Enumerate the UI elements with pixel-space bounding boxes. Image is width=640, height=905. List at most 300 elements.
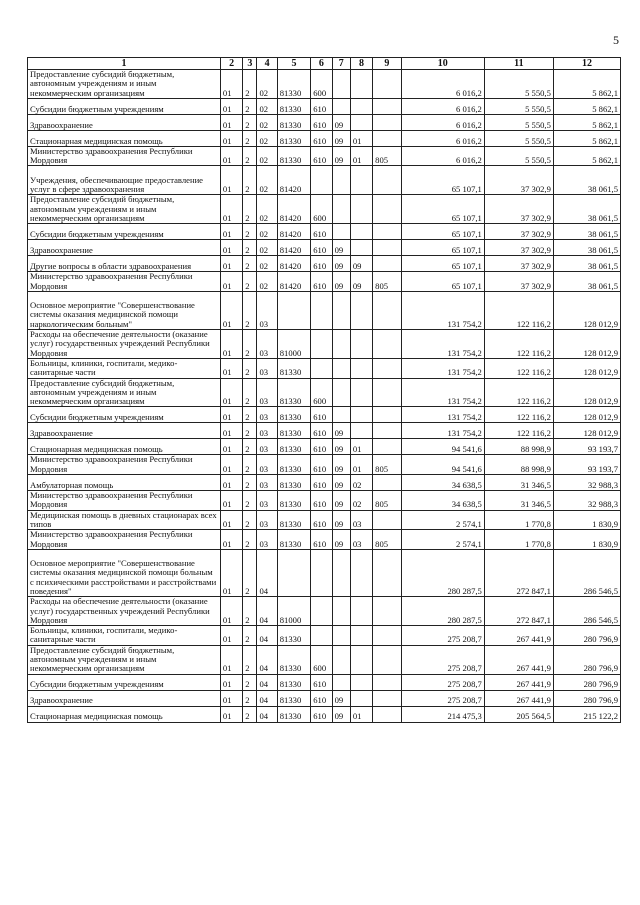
amount-cell: 280 287,5 xyxy=(401,549,484,597)
table-row xyxy=(28,690,621,706)
amount-cell: 275 208,7 xyxy=(401,690,484,706)
table-row xyxy=(28,706,621,722)
code-cell: 01 xyxy=(220,130,242,146)
row-label: Министерство здравоохранения Республики Мордовия xyxy=(28,530,221,550)
code-cell: 2 xyxy=(243,240,257,256)
code-cell: 2 xyxy=(243,224,257,240)
table-body xyxy=(28,70,621,723)
amount-cell: 37 302,9 xyxy=(484,166,553,195)
code-cell: 03 xyxy=(257,455,277,475)
amount-cell: 94 541,6 xyxy=(401,439,484,455)
amount-cell: 2 574,1 xyxy=(401,530,484,550)
code-cell xyxy=(350,291,372,329)
amount-cell: 128 012,9 xyxy=(553,358,620,378)
code-cell: 01 xyxy=(220,114,242,130)
table-row xyxy=(28,330,621,359)
code-cell: 01 xyxy=(220,256,242,272)
table-row xyxy=(28,240,621,256)
code-cell: 01 xyxy=(220,407,242,423)
table-row xyxy=(28,674,621,690)
code-cell: 02 xyxy=(350,491,372,511)
code-cell: 02 xyxy=(257,256,277,272)
code-cell: 01 xyxy=(220,224,242,240)
table-row xyxy=(28,224,621,240)
table-row xyxy=(28,491,621,511)
code-cell xyxy=(332,626,350,646)
code-cell xyxy=(350,224,372,240)
code-cell: 01 xyxy=(220,674,242,690)
amount-cell: 65 107,1 xyxy=(401,195,484,224)
amount-cell: 267 441,9 xyxy=(484,674,553,690)
amount-cell: 65 107,1 xyxy=(401,240,484,256)
row-label: Министерство здравоохранения Республики Мордовия xyxy=(28,455,221,475)
code-cell xyxy=(332,291,350,329)
code-cell: 01 xyxy=(220,549,242,597)
code-cell xyxy=(332,407,350,423)
code-cell: 610 xyxy=(311,706,332,722)
table-row xyxy=(28,272,621,292)
amount-cell: 1 770,8 xyxy=(484,530,553,550)
code-cell: 01 xyxy=(220,626,242,646)
code-cell xyxy=(311,626,332,646)
amount-cell: 38 061,5 xyxy=(553,224,620,240)
column-header: 5 xyxy=(277,58,311,70)
code-cell: 01 xyxy=(350,130,372,146)
table-row xyxy=(28,378,621,407)
code-cell: 03 xyxy=(257,358,277,378)
row-label: Больницы, клиники, госпитали, медико-санитарные части xyxy=(28,626,221,646)
code-cell: 2 xyxy=(243,407,257,423)
amount-cell: 38 061,5 xyxy=(553,240,620,256)
code-cell: 01 xyxy=(220,597,242,626)
code-cell xyxy=(373,256,401,272)
code-cell xyxy=(350,166,372,195)
code-cell: 81330 xyxy=(277,530,311,550)
row-label: Основное мероприятие "Совершенствование системы оказания медицинской помощи наркологическим больным" xyxy=(28,291,221,329)
amount-cell: 5 550,5 xyxy=(484,114,553,130)
amount-cell: 32 988,3 xyxy=(553,491,620,511)
amount-cell: 267 441,9 xyxy=(484,626,553,646)
code-cell xyxy=(350,549,372,597)
code-cell xyxy=(332,224,350,240)
code-cell: 81330 xyxy=(277,114,311,130)
code-cell xyxy=(311,597,332,626)
code-cell xyxy=(350,98,372,114)
code-cell: 81420 xyxy=(277,256,311,272)
code-cell: 04 xyxy=(257,690,277,706)
code-cell: 04 xyxy=(257,706,277,722)
code-cell: 600 xyxy=(311,645,332,674)
code-cell xyxy=(332,674,350,690)
table-row xyxy=(28,358,621,378)
code-cell: 81330 xyxy=(277,98,311,114)
code-cell: 01 xyxy=(220,98,242,114)
code-cell: 81330 xyxy=(277,439,311,455)
amount-cell: 5 862,1 xyxy=(553,146,620,166)
code-cell xyxy=(332,166,350,195)
amount-cell: 94 541,6 xyxy=(401,455,484,475)
row-label: Здравоохранение xyxy=(28,114,221,130)
row-label: Расходы на обеспечение деятельности (оказание услуг) государственных учреждений Республики Мордовия xyxy=(28,330,221,359)
amount-cell: 286 546,5 xyxy=(553,597,620,626)
row-label: Министерство здравоохранения Республики Мордовия xyxy=(28,491,221,511)
amount-cell: 88 998,9 xyxy=(484,455,553,475)
code-cell: 2 xyxy=(243,597,257,626)
code-cell: 2 xyxy=(243,358,257,378)
code-cell: 2 xyxy=(243,423,257,439)
code-cell: 09 xyxy=(332,690,350,706)
table-row xyxy=(28,166,621,195)
table-row xyxy=(28,423,621,439)
code-cell: 610 xyxy=(311,98,332,114)
column-header: 11 xyxy=(484,58,553,70)
code-cell: 03 xyxy=(257,530,277,550)
code-cell xyxy=(373,674,401,690)
code-cell xyxy=(373,423,401,439)
code-cell: 610 xyxy=(311,510,332,530)
row-label: Стационарная медицинская помощь xyxy=(28,706,221,722)
table-row xyxy=(28,407,621,423)
code-cell: 01 xyxy=(220,146,242,166)
code-cell: 09 xyxy=(332,491,350,511)
row-label: Учреждения, обеспечивающие предоставление услуг в сфере здравоохранения xyxy=(28,166,221,195)
code-cell: 81000 xyxy=(277,330,311,359)
code-cell xyxy=(350,423,372,439)
amount-cell: 128 012,9 xyxy=(553,330,620,359)
code-cell xyxy=(332,98,350,114)
table-row xyxy=(28,475,621,491)
code-cell: 81420 xyxy=(277,195,311,224)
amount-cell: 215 122,2 xyxy=(553,706,620,722)
code-cell: 02 xyxy=(257,130,277,146)
table-row xyxy=(28,146,621,166)
row-label: Здравоохранение xyxy=(28,690,221,706)
code-cell: 03 xyxy=(350,530,372,550)
code-cell: 01 xyxy=(350,146,372,166)
code-cell: 02 xyxy=(257,272,277,292)
row-label: Медицинская помощь в дневных стационарах всех типов xyxy=(28,510,221,530)
code-cell: 09 xyxy=(332,530,350,550)
table-row xyxy=(28,256,621,272)
code-cell: 01 xyxy=(220,491,242,511)
amount-cell: 32 988,3 xyxy=(553,475,620,491)
code-cell xyxy=(373,378,401,407)
amount-cell: 5 862,1 xyxy=(553,70,620,99)
table-row xyxy=(28,645,621,674)
code-cell xyxy=(311,291,332,329)
code-cell: 09 xyxy=(350,256,372,272)
code-cell: 01 xyxy=(220,439,242,455)
code-cell: 2 xyxy=(243,378,257,407)
table-header-row xyxy=(28,58,621,70)
row-label: Субсидии бюджетным учреждениям xyxy=(28,674,221,690)
amount-cell: 131 754,2 xyxy=(401,291,484,329)
amount-cell: 37 302,9 xyxy=(484,224,553,240)
amount-cell: 38 061,5 xyxy=(553,166,620,195)
code-cell: 01 xyxy=(350,706,372,722)
code-cell: 03 xyxy=(257,423,277,439)
code-cell: 2 xyxy=(243,626,257,646)
row-label: Здравоохранение xyxy=(28,423,221,439)
code-cell: 2 xyxy=(243,510,257,530)
code-cell xyxy=(373,626,401,646)
amount-cell: 65 107,1 xyxy=(401,256,484,272)
amount-cell: 5 550,5 xyxy=(484,70,553,99)
code-cell xyxy=(332,645,350,674)
code-cell xyxy=(373,407,401,423)
code-cell: 09 xyxy=(332,130,350,146)
row-label: Амбулаторная помощь xyxy=(28,475,221,491)
code-cell xyxy=(332,70,350,99)
code-cell: 81420 xyxy=(277,240,311,256)
code-cell: 04 xyxy=(257,645,277,674)
code-cell: 805 xyxy=(373,146,401,166)
amount-cell: 131 754,2 xyxy=(401,423,484,439)
amount-cell: 280 796,9 xyxy=(553,626,620,646)
row-label: Больницы, клиники, госпитали, медико-санитарные части xyxy=(28,358,221,378)
row-label: Стационарная медицинская помощь xyxy=(28,439,221,455)
amount-cell: 6 016,2 xyxy=(401,146,484,166)
amount-cell: 31 346,5 xyxy=(484,475,553,491)
code-cell: 09 xyxy=(332,146,350,166)
code-cell: 610 xyxy=(311,439,332,455)
code-cell: 2 xyxy=(243,70,257,99)
code-cell xyxy=(350,690,372,706)
code-cell xyxy=(350,70,372,99)
amount-cell: 1 770,8 xyxy=(484,510,553,530)
code-cell: 2 xyxy=(243,272,257,292)
code-cell: 610 xyxy=(311,674,332,690)
table-row xyxy=(28,291,621,329)
code-cell: 81420 xyxy=(277,224,311,240)
code-cell xyxy=(350,330,372,359)
code-cell: 81330 xyxy=(277,423,311,439)
amount-cell: 275 208,7 xyxy=(401,674,484,690)
code-cell: 81330 xyxy=(277,70,311,99)
code-cell: 2 xyxy=(243,195,257,224)
amount-cell: 280 796,9 xyxy=(553,645,620,674)
amount-cell: 122 116,2 xyxy=(484,330,553,359)
code-cell: 600 xyxy=(311,378,332,407)
amount-cell: 65 107,1 xyxy=(401,166,484,195)
code-cell: 2 xyxy=(243,114,257,130)
code-cell: 600 xyxy=(311,70,332,99)
code-cell: 09 xyxy=(332,439,350,455)
code-cell xyxy=(332,195,350,224)
code-cell: 2 xyxy=(243,690,257,706)
table-row xyxy=(28,510,621,530)
table-row xyxy=(28,439,621,455)
code-cell xyxy=(350,645,372,674)
code-cell: 01 xyxy=(350,439,372,455)
row-label: Другие вопросы в области здравоохранения xyxy=(28,256,221,272)
amount-cell: 88 998,9 xyxy=(484,439,553,455)
code-cell: 610 xyxy=(311,114,332,130)
code-cell xyxy=(373,475,401,491)
code-cell: 09 xyxy=(350,272,372,292)
code-cell xyxy=(311,358,332,378)
amount-cell: 5 550,5 xyxy=(484,146,553,166)
code-cell: 81330 xyxy=(277,130,311,146)
code-cell: 04 xyxy=(257,626,277,646)
code-cell: 03 xyxy=(257,510,277,530)
column-header: 9 xyxy=(373,58,401,70)
column-header: 4 xyxy=(257,58,277,70)
amount-cell: 128 012,9 xyxy=(553,291,620,329)
code-cell: 81330 xyxy=(277,358,311,378)
table-row xyxy=(28,130,621,146)
amount-cell: 267 441,9 xyxy=(484,645,553,674)
amount-cell: 131 754,2 xyxy=(401,378,484,407)
code-cell xyxy=(373,130,401,146)
code-cell: 610 xyxy=(311,130,332,146)
code-cell: 805 xyxy=(373,272,401,292)
code-cell: 81330 xyxy=(277,645,311,674)
code-cell xyxy=(350,358,372,378)
code-cell: 610 xyxy=(311,423,332,439)
row-label: Основное мероприятие "Совершенствование системы оказания медицинской помощи больным с психическими расстройствами и расстройствами поведения" xyxy=(28,549,221,597)
amount-cell: 128 012,9 xyxy=(553,407,620,423)
code-cell xyxy=(373,240,401,256)
code-cell: 81330 xyxy=(277,706,311,722)
code-cell: 81330 xyxy=(277,491,311,511)
amount-cell: 286 546,5 xyxy=(553,549,620,597)
amount-cell: 2 574,1 xyxy=(401,510,484,530)
code-cell: 81000 xyxy=(277,597,311,626)
code-cell xyxy=(332,378,350,407)
code-cell: 2 xyxy=(243,166,257,195)
code-cell: 2 xyxy=(243,130,257,146)
code-cell xyxy=(373,597,401,626)
code-cell: 03 xyxy=(257,330,277,359)
amount-cell: 6 016,2 xyxy=(401,114,484,130)
code-cell: 2 xyxy=(243,475,257,491)
code-cell: 2 xyxy=(243,439,257,455)
code-cell: 81420 xyxy=(277,166,311,195)
code-cell: 01 xyxy=(220,455,242,475)
code-cell: 01 xyxy=(220,530,242,550)
table-row xyxy=(28,455,621,475)
code-cell xyxy=(311,330,332,359)
amount-cell: 272 847,1 xyxy=(484,549,553,597)
amount-cell: 38 061,5 xyxy=(553,272,620,292)
code-cell xyxy=(373,706,401,722)
code-cell xyxy=(373,224,401,240)
amount-cell: 37 302,9 xyxy=(484,240,553,256)
code-cell: 03 xyxy=(257,491,277,511)
row-label: Министерство здравоохранения Республики Мордовия xyxy=(28,146,221,166)
code-cell: 01 xyxy=(220,510,242,530)
amount-cell: 6 016,2 xyxy=(401,70,484,99)
code-cell: 01 xyxy=(220,358,242,378)
code-cell: 09 xyxy=(332,455,350,475)
code-cell: 610 xyxy=(311,690,332,706)
code-cell xyxy=(332,358,350,378)
code-cell xyxy=(350,195,372,224)
amount-cell: 6 016,2 xyxy=(401,130,484,146)
amount-cell: 122 116,2 xyxy=(484,423,553,439)
code-cell: 2 xyxy=(243,98,257,114)
code-cell xyxy=(373,439,401,455)
code-cell: 02 xyxy=(257,70,277,99)
code-cell: 81330 xyxy=(277,510,311,530)
amount-cell: 37 302,9 xyxy=(484,195,553,224)
code-cell: 610 xyxy=(311,455,332,475)
code-cell: 610 xyxy=(311,224,332,240)
column-header: 10 xyxy=(401,58,484,70)
code-cell xyxy=(373,645,401,674)
code-cell: 09 xyxy=(332,510,350,530)
code-cell: 02 xyxy=(257,146,277,166)
table-row xyxy=(28,70,621,99)
row-label: Расходы на обеспечение деятельности (оказание услуг) государственных учреждений Республики Мордовия xyxy=(28,597,221,626)
code-cell: 2 xyxy=(243,491,257,511)
code-cell xyxy=(277,549,311,597)
amount-cell: 272 847,1 xyxy=(484,597,553,626)
amount-cell: 6 016,2 xyxy=(401,98,484,114)
code-cell: 01 xyxy=(220,166,242,195)
code-cell: 2 xyxy=(243,645,257,674)
code-cell: 02 xyxy=(257,98,277,114)
column-header: 3 xyxy=(243,58,257,70)
amount-cell: 122 116,2 xyxy=(484,291,553,329)
code-cell: 01 xyxy=(220,291,242,329)
code-cell: 01 xyxy=(220,272,242,292)
code-cell: 600 xyxy=(311,195,332,224)
code-cell xyxy=(332,549,350,597)
code-cell: 02 xyxy=(257,240,277,256)
code-cell: 610 xyxy=(311,240,332,256)
amount-cell: 280 796,9 xyxy=(553,674,620,690)
code-cell: 09 xyxy=(332,240,350,256)
column-header: 2 xyxy=(220,58,242,70)
amount-cell: 93 193,7 xyxy=(553,455,620,475)
code-cell xyxy=(277,291,311,329)
code-cell: 01 xyxy=(220,70,242,99)
code-cell: 610 xyxy=(311,475,332,491)
code-cell: 610 xyxy=(311,407,332,423)
code-cell: 2 xyxy=(243,706,257,722)
amount-cell: 31 346,5 xyxy=(484,491,553,511)
code-cell xyxy=(350,674,372,690)
code-cell: 02 xyxy=(350,475,372,491)
table-row xyxy=(28,549,621,597)
code-cell: 81330 xyxy=(277,475,311,491)
code-cell xyxy=(373,549,401,597)
amount-cell: 122 116,2 xyxy=(484,358,553,378)
code-cell: 09 xyxy=(332,706,350,722)
amount-cell: 65 107,1 xyxy=(401,272,484,292)
code-cell xyxy=(373,70,401,99)
code-cell xyxy=(373,358,401,378)
code-cell: 805 xyxy=(373,491,401,511)
code-cell: 01 xyxy=(220,475,242,491)
row-label: Стационарная медицинская помощь xyxy=(28,130,221,146)
amount-cell: 280 796,9 xyxy=(553,690,620,706)
code-cell: 610 xyxy=(311,256,332,272)
code-cell xyxy=(373,166,401,195)
amount-cell: 65 107,1 xyxy=(401,224,484,240)
row-label: Предоставление субсидий бюджетным, автономным учреждениям и иным некоммерческим организациям xyxy=(28,195,221,224)
amount-cell: 34 638,5 xyxy=(401,491,484,511)
amount-cell: 214 475,3 xyxy=(401,706,484,722)
code-cell: 02 xyxy=(257,166,277,195)
code-cell: 01 xyxy=(220,195,242,224)
code-cell: 81330 xyxy=(277,378,311,407)
code-cell: 02 xyxy=(257,224,277,240)
code-cell: 01 xyxy=(220,690,242,706)
code-cell: 04 xyxy=(257,597,277,626)
